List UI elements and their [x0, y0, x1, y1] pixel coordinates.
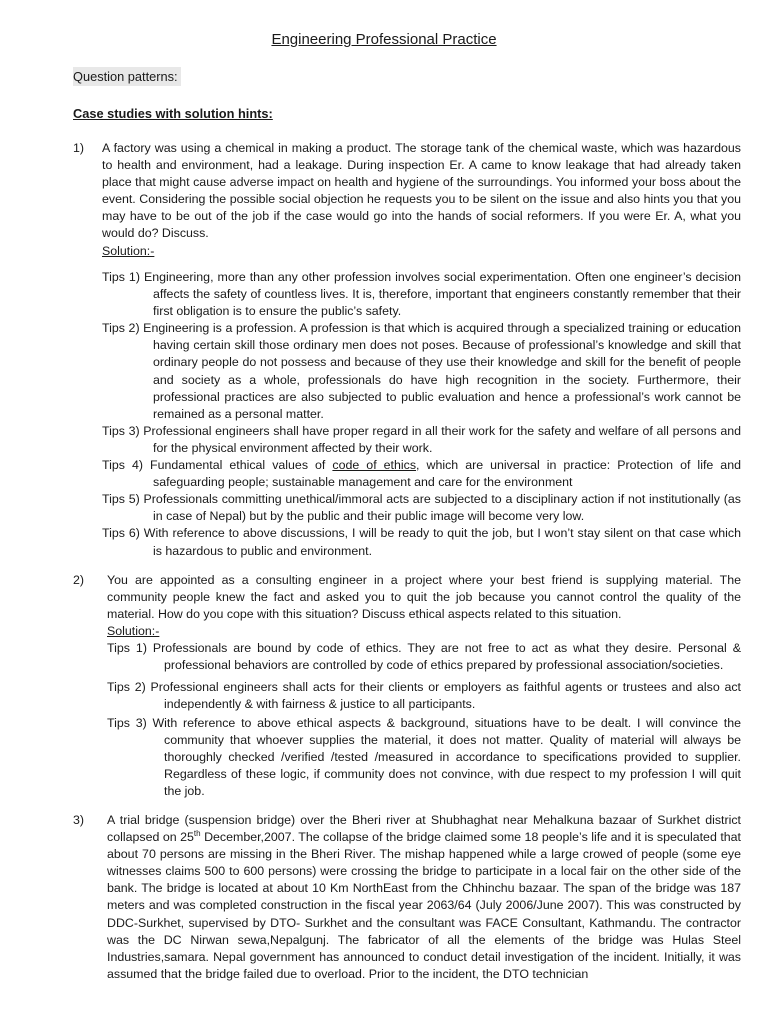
question-text [107, 812, 741, 983]
question-text: You are appointed as a consulting engineer in a project where your best friend is supplying material. The community people knew the fact and asked you to quit the job because you cannot control the quality of the material. How do you cope with this situation? Discuss ethical aspects related to this situation. [107, 573, 741, 622]
question-number: 2) [73, 573, 85, 587]
solution-label: Solution:- [107, 624, 160, 639]
code-of-ethics-link: code of ethics [332, 458, 417, 473]
tip-3: Tips 3) With reference to above ethical aspects & background, situations have to be dealt. I will convince the community that whoever supplies the material, it does not matter. Quality of material will always be thoroughly checked /verified /tested /measured in accordance to specifications provided to supplier. Regardless of these logic, if community does not convince, with due respect to my profession I will quit the job. [107, 715, 741, 799]
page-title: Engineering Professional Practice [271, 31, 497, 48]
question-patterns-label: Question patterns: [73, 67, 181, 86]
question-text-part-2: December,2007. The collapse of the bridge claimed some 18 people’s life and it is speculated that about 70 persons are missing in the Bheri River. The mishap happened while a large crowed of people (some eye witnesses claims 500 to 600 persons) were crossing the bridge to participate in a local fair on the other side of the bank. The bridge is located at about 10 Km NorthEast from the Chhinchu bazaar. The span of the bridge was 187 meters and was completed construction in the fiscal year 2063/64 (July 2006/June 2007). This was constructed by DDC-Surkhet, supervised by DTO- Surkhet and the consultant was FACE Consultant, Kathmandu. The contractor was the DC Nirwan sewa,Nepalgunj. The fabricator of all the elements of the bridge was Hulas Steel Industries,samara. Nepal government has announced to conduct detail investigation of the incident. Initially, it was assumed that the bridge failed due to overload. Prior to the incident, the DTO technician [107, 830, 741, 981]
case-studies-heading: Case studies with solution hints: [73, 106, 273, 121]
solution-label: Solution:- [102, 243, 155, 258]
tip-2: Tips 2) Engineering is a profession. A profession is that which is acquired through a specialized training or education having certain skill those ordinary men does not poses. Because of professional’s knowledge and skill that ordinary people do not possess and because of they use their knowledge and skill for the benefit of people and society as a whole, professionals do have high recognition in the society. Furthermore, their professional practices are also subjected to public evaluation and hence a professional’s work cannot be remained as a personal matter. [102, 321, 741, 421]
tip-3: Tips 3) Professional engineers shall have proper regard in all their work for the safety and welfare of all persons and for the physical environment affected by their work. [102, 423, 741, 455]
tip-1: Tips 1) Professionals are bound by code of ethics. They are not free to act as what they desire. Personal & professional behaviors are controlled by code of ethics prepared by professional association/societies. [107, 641, 741, 673]
tip-4-before: Tips 4) Fundamental ethical values of [102, 458, 333, 473]
question-number: 3) [73, 813, 85, 827]
tip-5: Tips 5) Professionals committing unethical/immoral acts are subjected to a disciplinary action if not institutionally (as in case of Nepal) but by the public and their public image will become very low. [102, 492, 741, 524]
tip-6: Tips 6) With reference to above discussions, I will be ready to quit the job, but I won’t stay silent on that case which is hazardous to public and environment. [102, 526, 741, 558]
tip-4-after: , which are universal in practice: Protection of life and safeguarding people; sustainable management and care for the environment [153, 458, 741, 490]
question-number: 1) [73, 141, 85, 155]
question-text-part-1: A trial bridge (suspension bridge) over the Bheri river at Shubhaghat near Mehalkuna bazaar of Surkhet district collapsed on 25 [107, 813, 741, 845]
question-text: A factory was using a chemical in making a product. The storage tank of the chemical waste, which was hazardous to health and environment, had a leakage. During inspection Er. A came to know leakage that had already taken place that might cause adverse impact on health and hygiene of the surroundings. You informed your boss about the event. Considering the possible social objection he requests you to be silent on the issue and also hints you that you may have to be out of the job if the case would go into the hands of social reformers. If you were Er. A, what you would do? Discuss. [102, 141, 741, 241]
ordinal-suffix: th [193, 828, 201, 838]
tip-1: Tips 1) Engineering, more than any other profession involves social experimentation. Often one engineer’s decision affects the safety of countless lives. It is, therefore, important that engineers constantly remember that their first obligation is to ensure the public’s safety. [102, 270, 741, 319]
tip-4 [102, 457, 741, 491]
tip-2: Tips 2) Professional engineers shall acts for their clients or employers as faithful agents or trustees and also act independently & with fairness & justice to all participants. [107, 679, 741, 711]
